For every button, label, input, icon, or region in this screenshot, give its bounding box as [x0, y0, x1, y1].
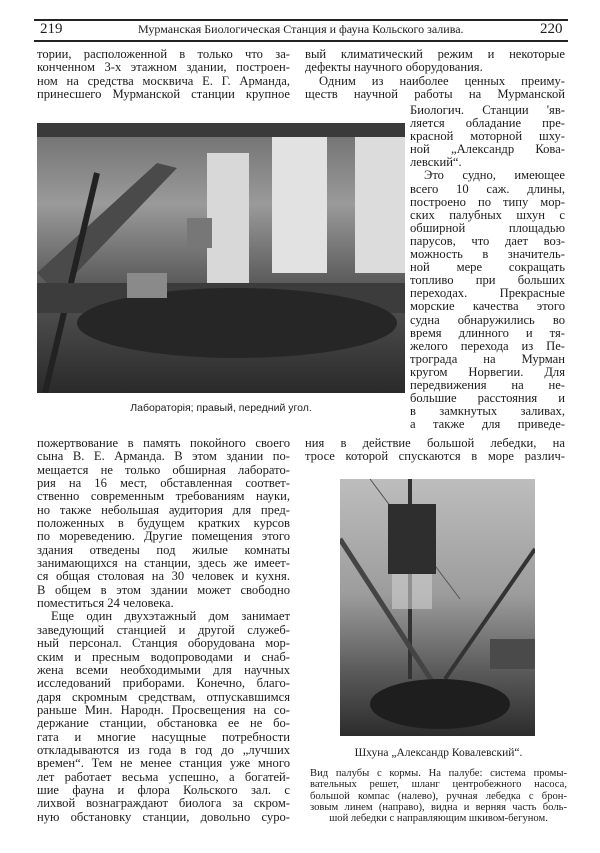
- text-line: в замкнутых заливах,: [410, 404, 565, 419]
- text-line: сына В. Е. Арманда. В этом здании по-: [37, 449, 290, 464]
- text-line: Биологич. Станции 'яв-: [410, 103, 565, 117]
- text-line: заведующий станцией и другой служеб-: [37, 622, 290, 637]
- text-line: ном на средства москвича Е. Г. Арманда,: [37, 73, 290, 88]
- text-line: даря скромным средствам, отпускавшимся: [37, 689, 290, 704]
- text-line: ной мере сокращать: [410, 260, 565, 275]
- text-line: тросе которой спускаются в море различ-: [305, 449, 565, 464]
- text-line: ских палубных шхун с: [410, 207, 565, 222]
- text-line: мещается не только обширная лаборато-: [37, 462, 290, 477]
- text-line: большие расстояния и: [410, 391, 565, 406]
- text-line: большой компас (налево), ручная лебедка с брон-: [310, 790, 567, 802]
- text-line: конченном 3-х этажном здании, построен-: [37, 60, 290, 75]
- text-line: здания отведены под жилые комнаты: [37, 542, 290, 557]
- text-top-left: [37, 48, 290, 101]
- text-line: красной моторной шху-: [410, 129, 565, 144]
- header-bottom-rule: [34, 40, 568, 42]
- text-line: дефекты научного оборудования.: [305, 60, 483, 75]
- text-line: шой лебедки с направляющим шкивом-бегуном.: [329, 813, 548, 825]
- text-line: исследований приборами. Конечно, благо-: [37, 676, 290, 691]
- text-line: положенных в будущем кратких курсов: [37, 516, 290, 531]
- text-line: время длинного и тя-: [410, 325, 565, 340]
- page-number-right: 220: [540, 21, 563, 37]
- text-line: шие фауна и флора Кольского зал. с: [37, 782, 290, 797]
- text-line: принесшего Мурманской станции крупное: [37, 87, 290, 102]
- text-line: желого перехода из Пе-: [410, 338, 565, 353]
- text-top-right: [305, 48, 565, 101]
- text-line: держание станции, обстановка ее не бо-: [37, 716, 290, 731]
- text-line: рия на 16 мест, обставленная соответ-: [37, 476, 290, 491]
- running-title: Мурманская Биологическая Станция и фауна Кольского залива.: [138, 22, 464, 36]
- text-line: Вид палубы с кормы. На палубе: система промы-: [310, 768, 567, 779]
- text-line: времен“. Тем не менее станция уже много: [37, 756, 290, 771]
- laboratory-photo-image: [37, 123, 405, 393]
- text-line: ную обстановку станции, довольно суро-: [37, 809, 290, 824]
- text-line: а также для приведе-: [410, 417, 565, 432]
- text-line: раньше Мин. Народн. Просвещения на со-: [37, 702, 290, 717]
- text-line: гата и многие насущные потребности: [37, 729, 290, 744]
- text-bottom-left: [37, 437, 290, 824]
- text-line: вый климатический режим и некоторые: [305, 47, 565, 61]
- text-line: лет работает весьма успешно, а богатей-: [37, 769, 290, 784]
- text-line: поместиться 24 человека.: [37, 596, 174, 611]
- text-line: передвижения на не-: [410, 377, 565, 392]
- text-line: Одним из наиболее ценных преиму-: [319, 73, 565, 88]
- text-line: ния в действие большой лебедки, на: [305, 436, 565, 450]
- text-line: левский“.: [410, 155, 462, 170]
- text-line: ляется обладание пре-: [410, 116, 565, 131]
- text-line: всего 10 саж. длины,: [410, 181, 565, 196]
- laboratory-photo: [37, 123, 405, 393]
- text-line: Еще один двухэтажный дом занимает: [51, 609, 290, 624]
- text-line: но также небольшая аудитория для пред-: [37, 502, 290, 517]
- text-bottom-right: [305, 437, 565, 464]
- text-line: тории, расположенной в только что за-: [37, 47, 290, 61]
- schooner-photo-image: [340, 479, 535, 736]
- text-line: обширной площадью: [410, 220, 565, 235]
- text-line: переходах. Прекрасные: [410, 286, 565, 301]
- schooner-photo: [340, 479, 535, 736]
- text-line: ный персонал. Станция оборудована мор-: [37, 636, 290, 651]
- text-line: трограда на Мурман: [410, 351, 565, 366]
- photo2-caption: Шхуна „Александр Ковалевский“.: [354, 747, 523, 759]
- text-line: топливо при больших: [410, 273, 565, 288]
- text-line: ским и пресным водопроводами и снаб-: [37, 649, 290, 664]
- text-line: кругом Норвегии. Для: [410, 364, 565, 379]
- text-line: Это судно, имеющее: [424, 168, 565, 183]
- text-line: В общем в этом здании может свободно: [37, 582, 290, 597]
- photo1-caption: Лабораторія; правый, передний угол.: [130, 402, 312, 414]
- text-line: занимающихся на станции, здесь же имеет-: [37, 556, 290, 571]
- page-number-left: 219: [40, 21, 63, 37]
- text-narrow-right: [410, 104, 565, 431]
- text-line: ся общая столовая на 30 человек и кухня.: [37, 569, 290, 584]
- text-line: жена всеми необходимыми для научных: [37, 662, 290, 677]
- text-line: ществ научной работы на Мурманской: [305, 87, 565, 102]
- text-line: вательных решет, шланг центробежного насоса,: [310, 779, 567, 791]
- text-line: пожертвование в память покойного своего: [37, 436, 290, 450]
- header-top-rule: [34, 19, 568, 21]
- text-line: судна обнаружились во: [410, 312, 565, 327]
- text-line: зовым линем (направо), видна и верняя часть боль-: [310, 801, 567, 813]
- text-line: построено по типу мор-: [410, 194, 565, 209]
- text-line: откладываются из года в год до „лучших: [37, 742, 290, 757]
- text-line: по мореведению. Другие помещения этого: [37, 529, 290, 544]
- text-line: морские качества этого: [410, 299, 565, 314]
- photo2-description: [310, 768, 567, 824]
- text-line: ной „Александр Кова-: [410, 142, 565, 157]
- text-line: парусов, что дает воз-: [410, 233, 565, 248]
- text-line: можность в значитель-: [410, 247, 565, 262]
- text-line: лихвой вознаграждают биолога за скром-: [37, 796, 290, 811]
- text-line: ственно современным требованиям науки,: [37, 489, 290, 504]
